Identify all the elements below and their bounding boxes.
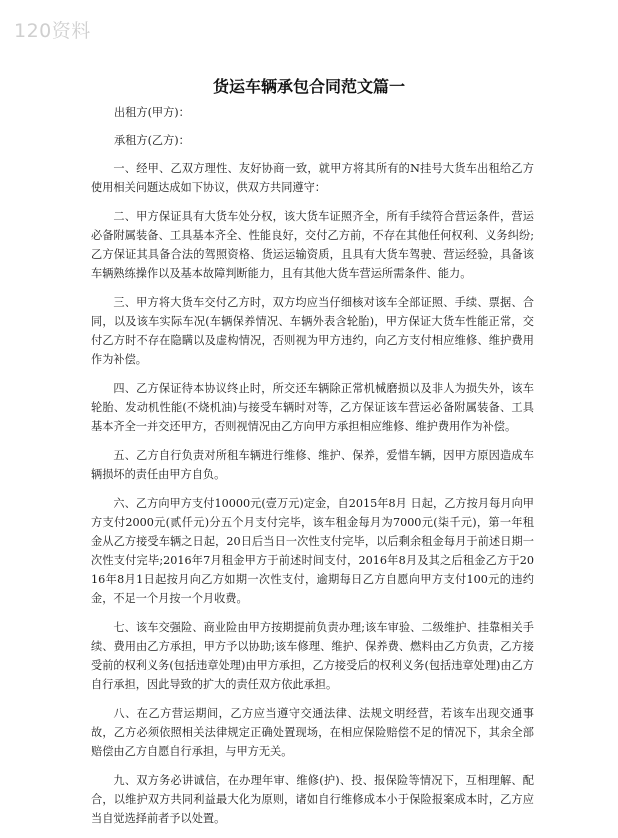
clause-3: 三、甲方将大货车交付乙方时，双方均应当仔细核对该车全部证照、手续、票据、合同，以及该车实际车况(车辆保养情况、车辆外表含轮胎)，甲方保证大货车性能正常，交付乙方时不存在隐瞒以及虚构情况，否则视为甲方违约，向乙方支付相应维修、维护费用作为补偿。 xyxy=(91,296,534,366)
contract-body xyxy=(91,103,534,838)
lessee-line: 承租方(乙方)： xyxy=(114,134,190,147)
clause-2: 二、甲方保证具有大货车处分权，该大货车证照齐全，所有手续符合营运条件，营运必备附属装备、工具基本齐全、性能良好，交付乙方前，不存在其他任何权利、义务纠纷;乙方保证其具备合法的驾照资格、货运运输资质，且具有大货车驾驶、营运经验，具备该车辆熟练操作以及基本故障判断能力，且有其他大货车营运所需条件、能力。 xyxy=(91,210,534,280)
clause-7: 七、该车交强险、商业险由甲方按期提前负责办理;该车审验、二级维护、挂靠相关手续、费用由乙方承担，甲方予以协助;该车修理、维护、保养费、燃料由乙方负责，乙方接受前的权利义务(包括违章处理)由甲方承担，乙方接受后的权利义务(包括违章处理)由乙方自行承担，因此导致的扩大的责任双方依此承担。 xyxy=(91,621,534,691)
clause-9: 九、双方务必讲诚信，在办理年审、维修(护)、投、报保险等情况下，互相理解、配合，以维护双方共同利益最大化为原则，诸如自行维修成本小于保险报案成本时，乙方应当自觉选择前者予以处置。 xyxy=(91,774,534,825)
clause-6: 六、乙方向甲方支付10000元(壹万元)定金，自2015年8月 日起，乙方按月每月向甲方支付2000元(贰仟元)分五个月支付完毕，该车租金每月为7000元(柒千元)，第一年租金从乙方接受车辆之日起，20日后当日一次性支付完毕，以后剩余租金每月于前述日期一次性支付完毕;2016年7月租金甲方于前述时间支付，2016年8月及其之后租金乙方于2016年8月1日起按月向乙方如期一次性支付，逾期每日乙方自愿向甲方支付100元的违约金，不足一个月按一个月收费。 xyxy=(91,497,534,605)
clause-5: 五、乙方自行负责对所租车辆进行维修、维护、保养，爱惜车辆，因甲方原因造成车辆损坏的责任由甲方自负。 xyxy=(91,449,534,481)
clause-1: 一、经甲、乙双方理性、友好协商一致，就甲方将其所有的N挂号大货车出租给乙方使用相关问题达成如下协议，供双方共同遵守： xyxy=(91,162,534,194)
clause-4: 四、乙方保证待本协议终止时，所交还车辆除正常机械磨损以及非人为损失外，该车轮胎、发动机性能(不烧机油)与接受车辆时对等，乙方保证该车营运必备附属装备、工具基本齐全一并交还甲方，否则视情况由乙方向甲方承担相应维修、维护费用作为补偿。 xyxy=(91,382,534,433)
watermark: 120资料 xyxy=(14,20,91,42)
lessor-line: 出租方(甲方)： xyxy=(114,106,190,119)
document-title: 货运车辆承包合同范文篇一 xyxy=(212,77,405,96)
clause-8: 八、在乙方营运期间，乙方应当遵守交通法律、法规文明经营，若该车出现交通事故，乙方必须依照相关法律规定正确处置现场，在相应保险赔偿不足的情况下，其余全部赔偿由乙方自愿自行承担，与甲方无关。 xyxy=(91,707,534,758)
